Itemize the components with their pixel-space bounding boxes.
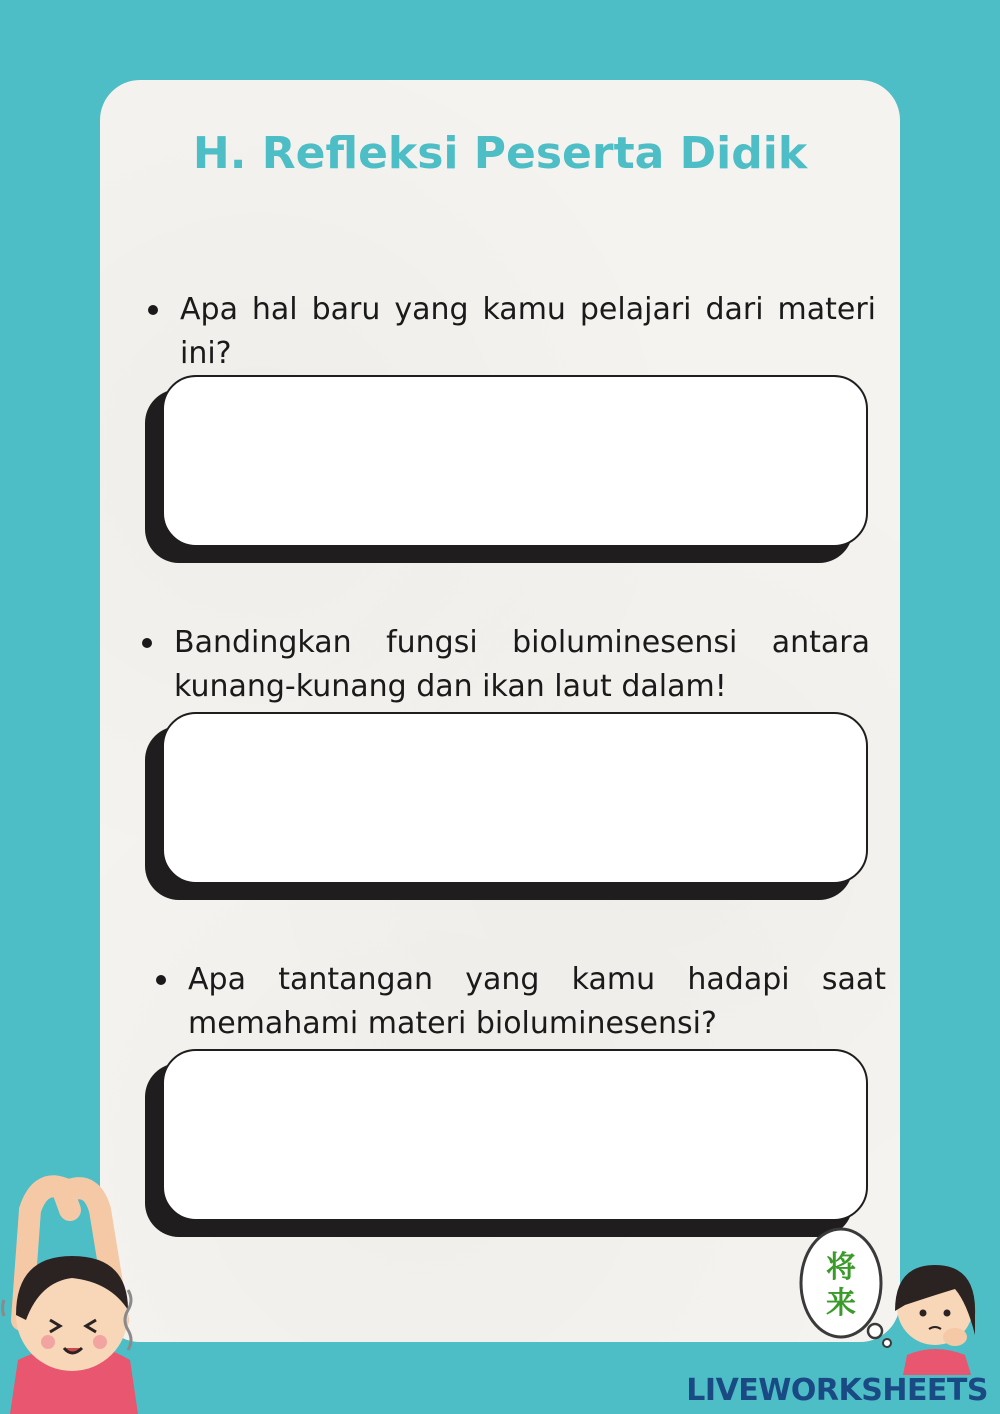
answer-input-3[interactable] [162, 1049, 868, 1221]
bubble-text-2: 来 [826, 1286, 856, 1321]
stretching-child-illustration [0, 1170, 160, 1414]
answer-input-1[interactable] [162, 375, 868, 547]
answer-box-3 [145, 1049, 871, 1239]
question-3-text: Apa tantangan yang kamu hadapi saat memahami materi bioluminesensi? [188, 962, 886, 1041]
bullet-icon [148, 305, 158, 315]
page-title: H. Refleksi Peserta Didik [192, 128, 808, 179]
answer-box-2 [145, 712, 871, 902]
question-2 [174, 621, 870, 709]
answer-input-2[interactable] [162, 712, 868, 884]
bullet-icon [156, 975, 166, 985]
question-1-text: Apa hal baru yang kamu pelajari dari materi ini? [180, 292, 876, 371]
bullet-icon [142, 638, 152, 648]
thinking-child-illustration [795, 1225, 995, 1375]
answer-box-1 [145, 375, 871, 565]
question-3 [188, 958, 886, 1046]
question-1 [180, 288, 876, 376]
bubble-text-1: 将 [826, 1250, 856, 1285]
liveworksheets-logo: LIVEWORKSHEETS [686, 1373, 988, 1408]
question-2-text: Bandingkan fungsi bioluminesensi antara kunang-kunang dan ikan laut dalam! [174, 625, 870, 704]
